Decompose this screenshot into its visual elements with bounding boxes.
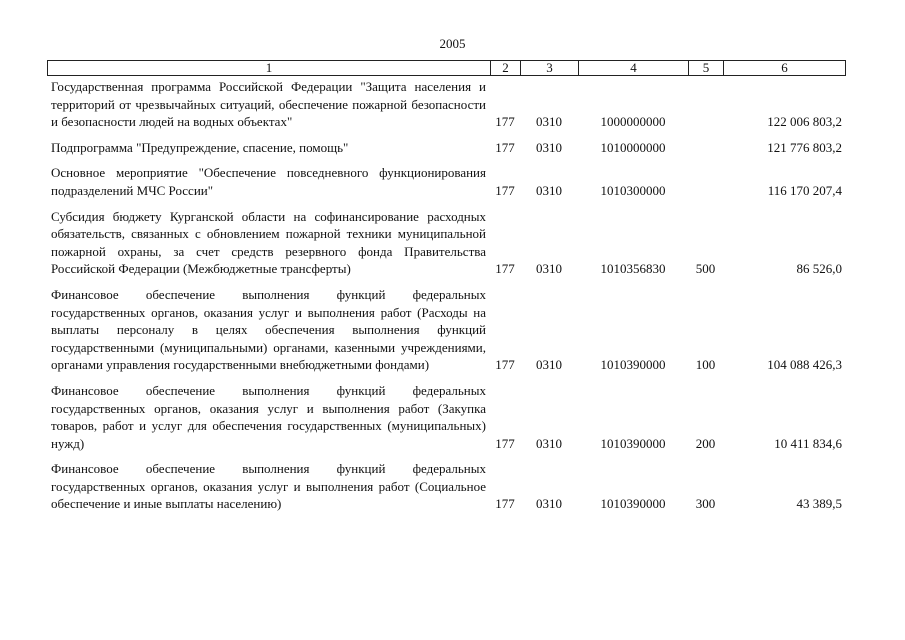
row-code-5 <box>688 164 723 199</box>
row-amount: 122 006 803,2 <box>767 114 842 130</box>
row-code-5: 100 <box>695 357 716 373</box>
row-code-3: 0310 <box>536 496 562 512</box>
row-code-5: 500 <box>695 261 716 277</box>
table-row <box>47 382 846 452</box>
row-code-2: 177 <box>495 357 515 373</box>
table-row <box>47 78 846 131</box>
row-description: Государственная программа Российской Федерации "Защита населения и территорий от чрезвычайных ситуаций, обеспечение пожарной безопасности и безопасности людей на водных объектах" <box>51 79 486 130</box>
table-row <box>47 460 846 513</box>
row-code-4: 1010356830 <box>600 261 666 277</box>
column-header-6: 6 <box>781 60 788 75</box>
row-code-4: 1010390000 <box>600 357 666 373</box>
row-amount: 116 170 207,4 <box>767 182 842 198</box>
row-code-5 <box>688 78 723 131</box>
row-code-2: 177 <box>495 261 515 277</box>
row-code-4: 1010000000 <box>600 139 666 155</box>
row-code-2: 177 <box>495 496 515 512</box>
table-header <box>47 60 846 76</box>
row-code-4: 1010300000 <box>600 182 666 198</box>
row-description: Финансовое обеспечение выполнения функций федеральных государственных органов, оказания услуг и выполнения работ (Социальное обеспечение и иные выплаты населению) <box>51 461 486 512</box>
row-amount: 86 526,0 <box>796 261 842 277</box>
row-description: Субсидия бюджету Курганской области на софинансирование расходных обязательств, связанных с обновлением пожарной техники муниципальной пожарной охраны, за счет средств резервного фонда Правительства Российской Федерации (Межбюджетные трансферты) <box>51 208 486 277</box>
row-amount: 10 411 834,6 <box>774 435 842 451</box>
column-header-2: 2 <box>491 61 521 75</box>
column-header-1: 1 <box>48 61 491 75</box>
row-code-2: 177 <box>495 139 515 155</box>
row-code-3: 0310 <box>536 261 562 277</box>
row-code-5 <box>688 139 723 157</box>
row-amount: 104 088 426,3 <box>767 357 842 373</box>
page-number: 2005 <box>439 36 466 51</box>
table-row <box>47 139 846 157</box>
row-code-5: 200 <box>695 435 716 451</box>
row-description: Подпрограмма "Предупреждение, спасение, помощь" <box>51 139 349 155</box>
row-code-3: 0310 <box>536 139 562 155</box>
row-description: Финансовое обеспечение выполнения функций федеральных государственных органов, оказания услуг и выполнения работ (Закупка товаров, работ и услуг для обеспечения государственных (муниципальных) нужд) <box>51 382 486 451</box>
row-description: Финансовое обеспечение выполнения функций федеральных государственных органов, оказания услуг и выполнения работ (Расходы на выплаты персоналу в целях обеспечения выполнения функций государственными (муниципальными) органами, казенными учреждениями, органами управления государственными внебюджетными фондами) <box>51 286 486 373</box>
table-row <box>47 164 846 199</box>
table-body <box>47 78 846 521</box>
row-code-2: 177 <box>495 114 515 130</box>
row-code-5: 300 <box>695 496 716 512</box>
row-code-2: 177 <box>495 435 515 451</box>
table-row <box>47 286 846 374</box>
row-code-3: 0310 <box>536 182 562 198</box>
column-header-3: 3 <box>521 61 579 75</box>
row-description: Основное мероприятие "Обеспечение повседневного функционирования подразделений МЧС России" <box>51 165 486 198</box>
row-amount: 43 389,5 <box>796 496 842 512</box>
column-header-4: 4 <box>579 61 689 75</box>
row-code-3: 0310 <box>536 357 562 373</box>
row-amount: 121 776 803,2 <box>767 139 842 155</box>
row-code-3: 0310 <box>536 435 562 451</box>
column-header-5: 5 <box>689 61 724 75</box>
table-row <box>47 208 846 278</box>
row-code-4: 1000000000 <box>600 114 666 130</box>
row-code-2: 177 <box>495 182 515 198</box>
row-code-4: 1010390000 <box>600 496 666 512</box>
row-code-4: 1010390000 <box>600 435 666 451</box>
row-code-3: 0310 <box>536 114 562 130</box>
